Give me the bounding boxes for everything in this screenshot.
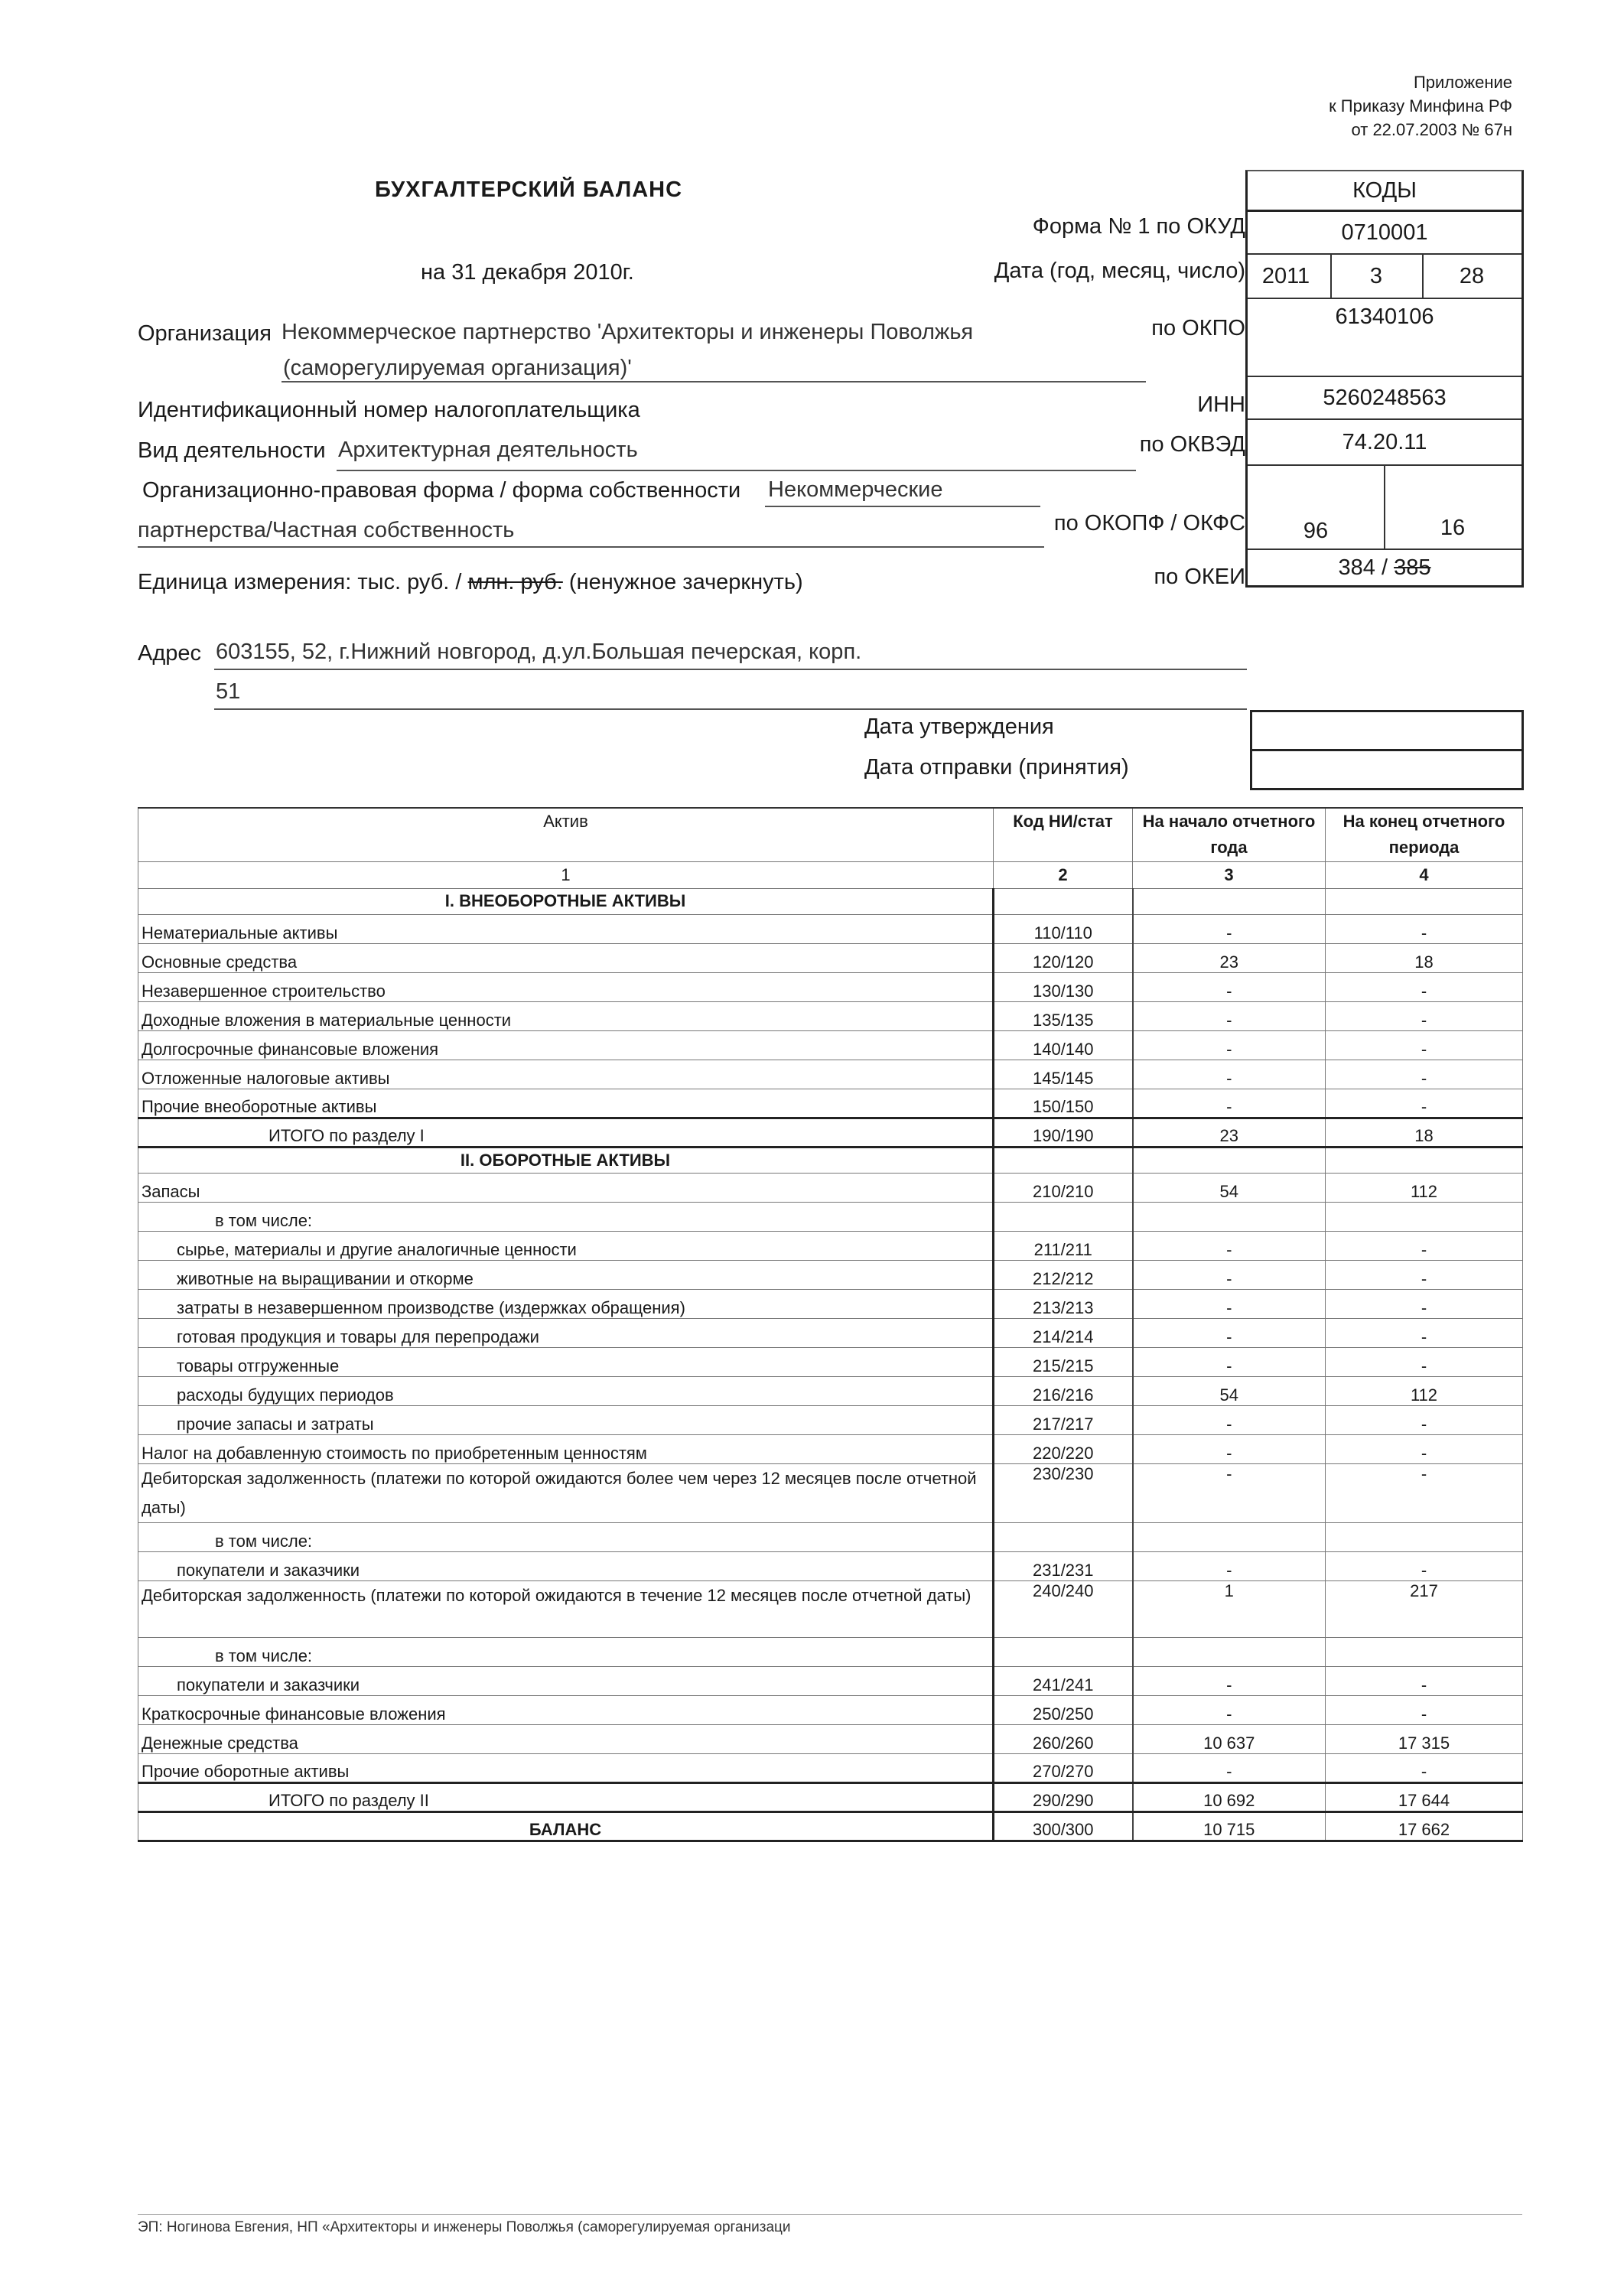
- row-name: Основные средства: [138, 943, 994, 972]
- date-day: 28: [1459, 264, 1485, 288]
- row-start: -: [1133, 1231, 1326, 1260]
- row-end: [1326, 1202, 1523, 1231]
- table-row: [138, 1463, 1523, 1522]
- row-end: 112: [1326, 1173, 1523, 1202]
- section-row: [138, 1147, 1523, 1173]
- row-code: 220/220: [994, 1434, 1133, 1463]
- row-code: 215/215: [994, 1347, 1133, 1376]
- table-row: [138, 1522, 1523, 1551]
- okei-code: [1248, 550, 1521, 585]
- section-title: I. ВНЕОБОРОТНЫЕ АКТИВЫ: [138, 888, 994, 914]
- org-name-line2: (саморегулируемая организация)': [283, 356, 632, 380]
- row-start: -: [1133, 914, 1326, 943]
- table-row: [138, 972, 1523, 1001]
- row-end: -: [1326, 1434, 1523, 1463]
- row-start: [1133, 1637, 1326, 1666]
- address-line2: 51: [216, 679, 241, 704]
- row-end: -: [1326, 1753, 1523, 1782]
- table-row: [138, 1231, 1523, 1260]
- row-name: расходы будущих периодов: [138, 1376, 994, 1405]
- row-code: 210/210: [994, 1173, 1133, 1202]
- row-end: -: [1326, 1666, 1523, 1695]
- row-name: готовая продукция и товары для перепродажи: [138, 1318, 994, 1347]
- org-label: Организация: [138, 321, 272, 346]
- table-row: [138, 1030, 1523, 1060]
- row-code: 300/300: [994, 1812, 1133, 1841]
- inn-label: Идентификационный номер налогоплательщика: [138, 398, 640, 422]
- row-name: Прочие оборотные активы: [138, 1753, 994, 1782]
- row-name: в том числе:: [138, 1202, 994, 1231]
- row-code: 217/217: [994, 1405, 1133, 1434]
- row-code: 120/120: [994, 943, 1133, 972]
- row-name: Запасы: [138, 1173, 994, 1202]
- okved-label: по ОКВЭД: [1139, 432, 1245, 457]
- table-row: [138, 1551, 1523, 1580]
- empty-cell: [994, 1147, 1133, 1173]
- empty-cell: [1326, 888, 1523, 914]
- row-code: 240/240: [994, 1580, 1133, 1637]
- inn-code: 5260248563: [1248, 377, 1521, 420]
- appendix-note: [1053, 70, 1512, 142]
- section-row: [138, 888, 1523, 914]
- table-row: [138, 1202, 1523, 1231]
- row-name: Нематериальные активы: [138, 914, 994, 943]
- row-code: 135/135: [994, 1001, 1133, 1030]
- row-code: 216/216: [994, 1376, 1133, 1405]
- row-end: -: [1326, 1089, 1523, 1118]
- okpo-label: по ОКПО: [1151, 316, 1245, 340]
- row-start: 54: [1133, 1173, 1326, 1202]
- table-row: [138, 1173, 1523, 1202]
- table-row: [138, 1405, 1523, 1434]
- footer-signature: ЭП: Ногинова Евгения, НП «Архитекторы и инженеры Поволжья (саморегулируемая организаци: [138, 2214, 1522, 2236]
- row-name: товары отгруженные: [138, 1347, 994, 1376]
- address-label: Адрес: [138, 641, 202, 666]
- table-row: [138, 1289, 1523, 1318]
- table-row: [138, 1666, 1523, 1695]
- okud-label: Форма № 1 по ОКУД: [1032, 214, 1245, 239]
- row-start: -: [1133, 1405, 1326, 1434]
- row-end: -: [1326, 1231, 1523, 1260]
- row-code: [994, 1522, 1133, 1551]
- row-code: 214/214: [994, 1318, 1133, 1347]
- row-end: -: [1326, 1695, 1523, 1724]
- date-month: 3: [1369, 264, 1383, 288]
- row-name: сырье, материалы и другие аналогичные ценности: [138, 1231, 994, 1260]
- row-name: Дебиторская задолженность (платежи по которой ожидаются более чем через 12 месяцев после отчетной даты): [138, 1463, 994, 1522]
- row-end: -: [1326, 1060, 1523, 1089]
- org-name-line1: Некоммерческое партнерство 'Архитекторы и инженеры Поволжья: [282, 320, 974, 344]
- balance-row: [138, 1812, 1523, 1841]
- row-name: Дебиторская задолженность (платежи по которой ожидаются в течение 12 месяцев после отчетной даты): [138, 1580, 994, 1637]
- row-start: [1133, 1522, 1326, 1551]
- row-code: 190/190: [994, 1118, 1133, 1147]
- row-end: -: [1326, 1463, 1523, 1522]
- legal-form-value2: партнерства/Частная собственность: [138, 518, 515, 542]
- row-start: 23: [1133, 1118, 1326, 1147]
- row-code: 241/241: [994, 1666, 1133, 1695]
- okfs-code: 16: [1440, 516, 1466, 540]
- table-row: [138, 1001, 1523, 1030]
- header-code: Код НИ/стат: [994, 808, 1133, 861]
- row-name: покупатели и заказчики: [138, 1551, 994, 1580]
- empty-cell: [994, 888, 1133, 914]
- row-name: в том числе:: [138, 1637, 994, 1666]
- empty-cell: [1133, 1147, 1326, 1173]
- table-row: [138, 1580, 1523, 1637]
- row-start: 54: [1133, 1376, 1326, 1405]
- inn-code-label: ИНН: [1197, 392, 1245, 417]
- row-name: Незавершенное строительство: [138, 972, 994, 1001]
- row-name: Денежные средства: [138, 1724, 994, 1753]
- date-label: Дата (год, месяц, число): [994, 259, 1245, 283]
- activity-value: Архитектурная деятельность: [338, 438, 638, 462]
- okei-struck: 385: [1394, 555, 1431, 580]
- codes-header: КОДЫ: [1248, 171, 1521, 212]
- row-end: [1326, 1637, 1523, 1666]
- row-name: прочие запасы и затраты: [138, 1405, 994, 1434]
- col-num-4: 4: [1326, 861, 1523, 888]
- row-code: 110/110: [994, 914, 1133, 943]
- col-num-2: 2: [994, 861, 1133, 888]
- row-start: -: [1133, 1551, 1326, 1580]
- row-name: животные на выращивании и откорме: [138, 1260, 994, 1289]
- table-row: [138, 1753, 1523, 1782]
- row-start: 10 715: [1133, 1812, 1326, 1841]
- legal-form-label: Организационно-правовая форма / форма собственности: [142, 478, 741, 503]
- row-start: -: [1133, 1001, 1326, 1030]
- row-code: [994, 1202, 1133, 1231]
- okopf-codes: [1248, 466, 1521, 550]
- row-start: 10 692: [1133, 1782, 1326, 1812]
- row-name: ИТОГО по разделу I: [138, 1118, 994, 1147]
- appendix-line: от 22.07.2003 № 67н: [1351, 120, 1512, 139]
- row-code: 130/130: [994, 972, 1133, 1001]
- unit-struck: млн. руб.: [467, 570, 563, 594]
- table-header-row: [138, 808, 1523, 861]
- row-end: [1326, 1522, 1523, 1551]
- row-code: 145/145: [994, 1060, 1133, 1089]
- table-row: [138, 1089, 1523, 1118]
- unit-label: Единица измерения: тыс. руб. /: [138, 570, 462, 594]
- date-year: 2011: [1261, 264, 1310, 288]
- row-name: в том числе:: [138, 1522, 994, 1551]
- table-row: [138, 1637, 1523, 1666]
- unit-note: (ненужное зачеркнуть): [568, 570, 803, 594]
- row-name: ИТОГО по разделу II: [138, 1782, 994, 1812]
- row-start: 10 637: [1133, 1724, 1326, 1753]
- row-code: 290/290: [994, 1782, 1133, 1812]
- sent-date-label: Дата отправки (принятия): [864, 755, 1129, 780]
- row-name: покупатели и заказчики: [138, 1666, 994, 1695]
- table-row: [138, 1260, 1523, 1289]
- row-end: -: [1326, 972, 1523, 1001]
- balance-table: [138, 807, 1523, 1842]
- table-row: [138, 1376, 1523, 1405]
- address-underline2: [214, 681, 1247, 710]
- table-row: [138, 1060, 1523, 1089]
- row-end: 18: [1326, 943, 1523, 972]
- total-row: [138, 1118, 1523, 1147]
- row-end: 217: [1326, 1580, 1523, 1637]
- row-start: -: [1133, 1463, 1326, 1522]
- row-end: 17 644: [1326, 1782, 1523, 1812]
- row-end: -: [1326, 1289, 1523, 1318]
- report-date: на 31 декабря 2010г.: [421, 260, 634, 285]
- table-row: [138, 914, 1523, 943]
- row-end: 17 315: [1326, 1724, 1523, 1753]
- row-code: 230/230: [994, 1463, 1133, 1522]
- row-code: 211/211: [994, 1231, 1133, 1260]
- legal-form-value1: Некоммерческие: [768, 477, 943, 502]
- row-name: Краткосрочные финансовые вложения: [138, 1695, 994, 1724]
- column-numbers-row: [138, 861, 1523, 888]
- approval-date-cell: [1252, 712, 1521, 751]
- row-end: 112: [1326, 1376, 1523, 1405]
- row-name: Налог на добавленную стоимость по приобретенным ценностям: [138, 1434, 994, 1463]
- row-start: -: [1133, 1030, 1326, 1060]
- row-name: БАЛАНС: [138, 1812, 994, 1841]
- header-end: На конец отчетного периода: [1326, 808, 1523, 861]
- approval-date-label: Дата утверждения: [864, 715, 1054, 739]
- row-code: 213/213: [994, 1289, 1133, 1318]
- okei-value: 384 /: [1338, 555, 1388, 580]
- row-end: -: [1326, 914, 1523, 943]
- table-row: [138, 1347, 1523, 1376]
- row-start: -: [1133, 1434, 1326, 1463]
- row-name: Отложенные налоговые активы: [138, 1060, 994, 1089]
- row-start: -: [1133, 972, 1326, 1001]
- okei-label: по ОКЕИ: [1154, 565, 1245, 589]
- row-start: -: [1133, 1753, 1326, 1782]
- okpo-code: 61340106: [1248, 299, 1521, 377]
- row-start: -: [1133, 1260, 1326, 1289]
- row-end: -: [1326, 1001, 1523, 1030]
- section-title: II. ОБОРОТНЫЕ АКТИВЫ: [138, 1147, 994, 1173]
- codes-box: [1245, 170, 1524, 588]
- okopf-label: по ОКОПФ / ОКФС: [1053, 511, 1245, 536]
- row-code: 260/260: [994, 1724, 1133, 1753]
- document-title: БУХГАЛТЕРСКИЙ БАЛАНС: [375, 177, 683, 202]
- total-row: [138, 1782, 1523, 1812]
- col-num-3: 3: [1133, 861, 1326, 888]
- sent-date-cell: [1252, 751, 1521, 788]
- col-num-1: 1: [138, 861, 994, 888]
- row-end: -: [1326, 1030, 1523, 1060]
- row-end: -: [1326, 1551, 1523, 1580]
- row-code: 270/270: [994, 1753, 1133, 1782]
- appendix-line: Приложение: [1413, 73, 1512, 92]
- row-code: 231/231: [994, 1551, 1133, 1580]
- row-start: [1133, 1202, 1326, 1231]
- okud-code: 0710001: [1248, 212, 1521, 255]
- row-end: 17 662: [1326, 1812, 1523, 1841]
- row-start: -: [1133, 1695, 1326, 1724]
- header-start: На начало отчетного года: [1133, 808, 1326, 861]
- address-line1: 603155, 52, г.Нижний новгород, д.ул.Большая печерская, корп.: [216, 640, 862, 664]
- okved-code: 74.20.11: [1248, 420, 1521, 466]
- row-start: -: [1133, 1347, 1326, 1376]
- table-row: [138, 943, 1523, 972]
- row-code: 150/150: [994, 1089, 1133, 1118]
- row-start: -: [1133, 1089, 1326, 1118]
- row-start: 1: [1133, 1580, 1326, 1637]
- row-end: -: [1326, 1260, 1523, 1289]
- header-asset: Актив: [138, 808, 994, 861]
- row-end: -: [1326, 1318, 1523, 1347]
- row-code: 140/140: [994, 1030, 1133, 1060]
- table-row: [138, 1434, 1523, 1463]
- table-row: [138, 1724, 1523, 1753]
- row-end: 18: [1326, 1118, 1523, 1147]
- appendix-line: к Приказу Минфина РФ: [1329, 96, 1512, 116]
- date-codes: [1248, 255, 1521, 299]
- row-code: 250/250: [994, 1695, 1133, 1724]
- activity-label: Вид деятельности: [138, 438, 326, 463]
- unit-line: [138, 570, 803, 595]
- row-name: Прочие внеоборотные активы: [138, 1089, 994, 1118]
- empty-cell: [1326, 1147, 1523, 1173]
- row-name: Долгосрочные финансовые вложения: [138, 1030, 994, 1060]
- okopf-code: 96: [1303, 519, 1329, 543]
- row-start: 23: [1133, 943, 1326, 972]
- approval-box: [1250, 710, 1524, 790]
- row-start: -: [1133, 1289, 1326, 1318]
- table-row: [138, 1318, 1523, 1347]
- row-end: -: [1326, 1405, 1523, 1434]
- row-end: -: [1326, 1347, 1523, 1376]
- table-row: [138, 1695, 1523, 1724]
- row-name: Доходные вложения в материальные ценности: [138, 1001, 994, 1030]
- row-name: затраты в незавершенном производстве (издержках обращения): [138, 1289, 994, 1318]
- row-code: 212/212: [994, 1260, 1133, 1289]
- row-start: -: [1133, 1318, 1326, 1347]
- row-code: [994, 1637, 1133, 1666]
- row-start: -: [1133, 1666, 1326, 1695]
- empty-cell: [1133, 888, 1326, 914]
- row-start: -: [1133, 1060, 1326, 1089]
